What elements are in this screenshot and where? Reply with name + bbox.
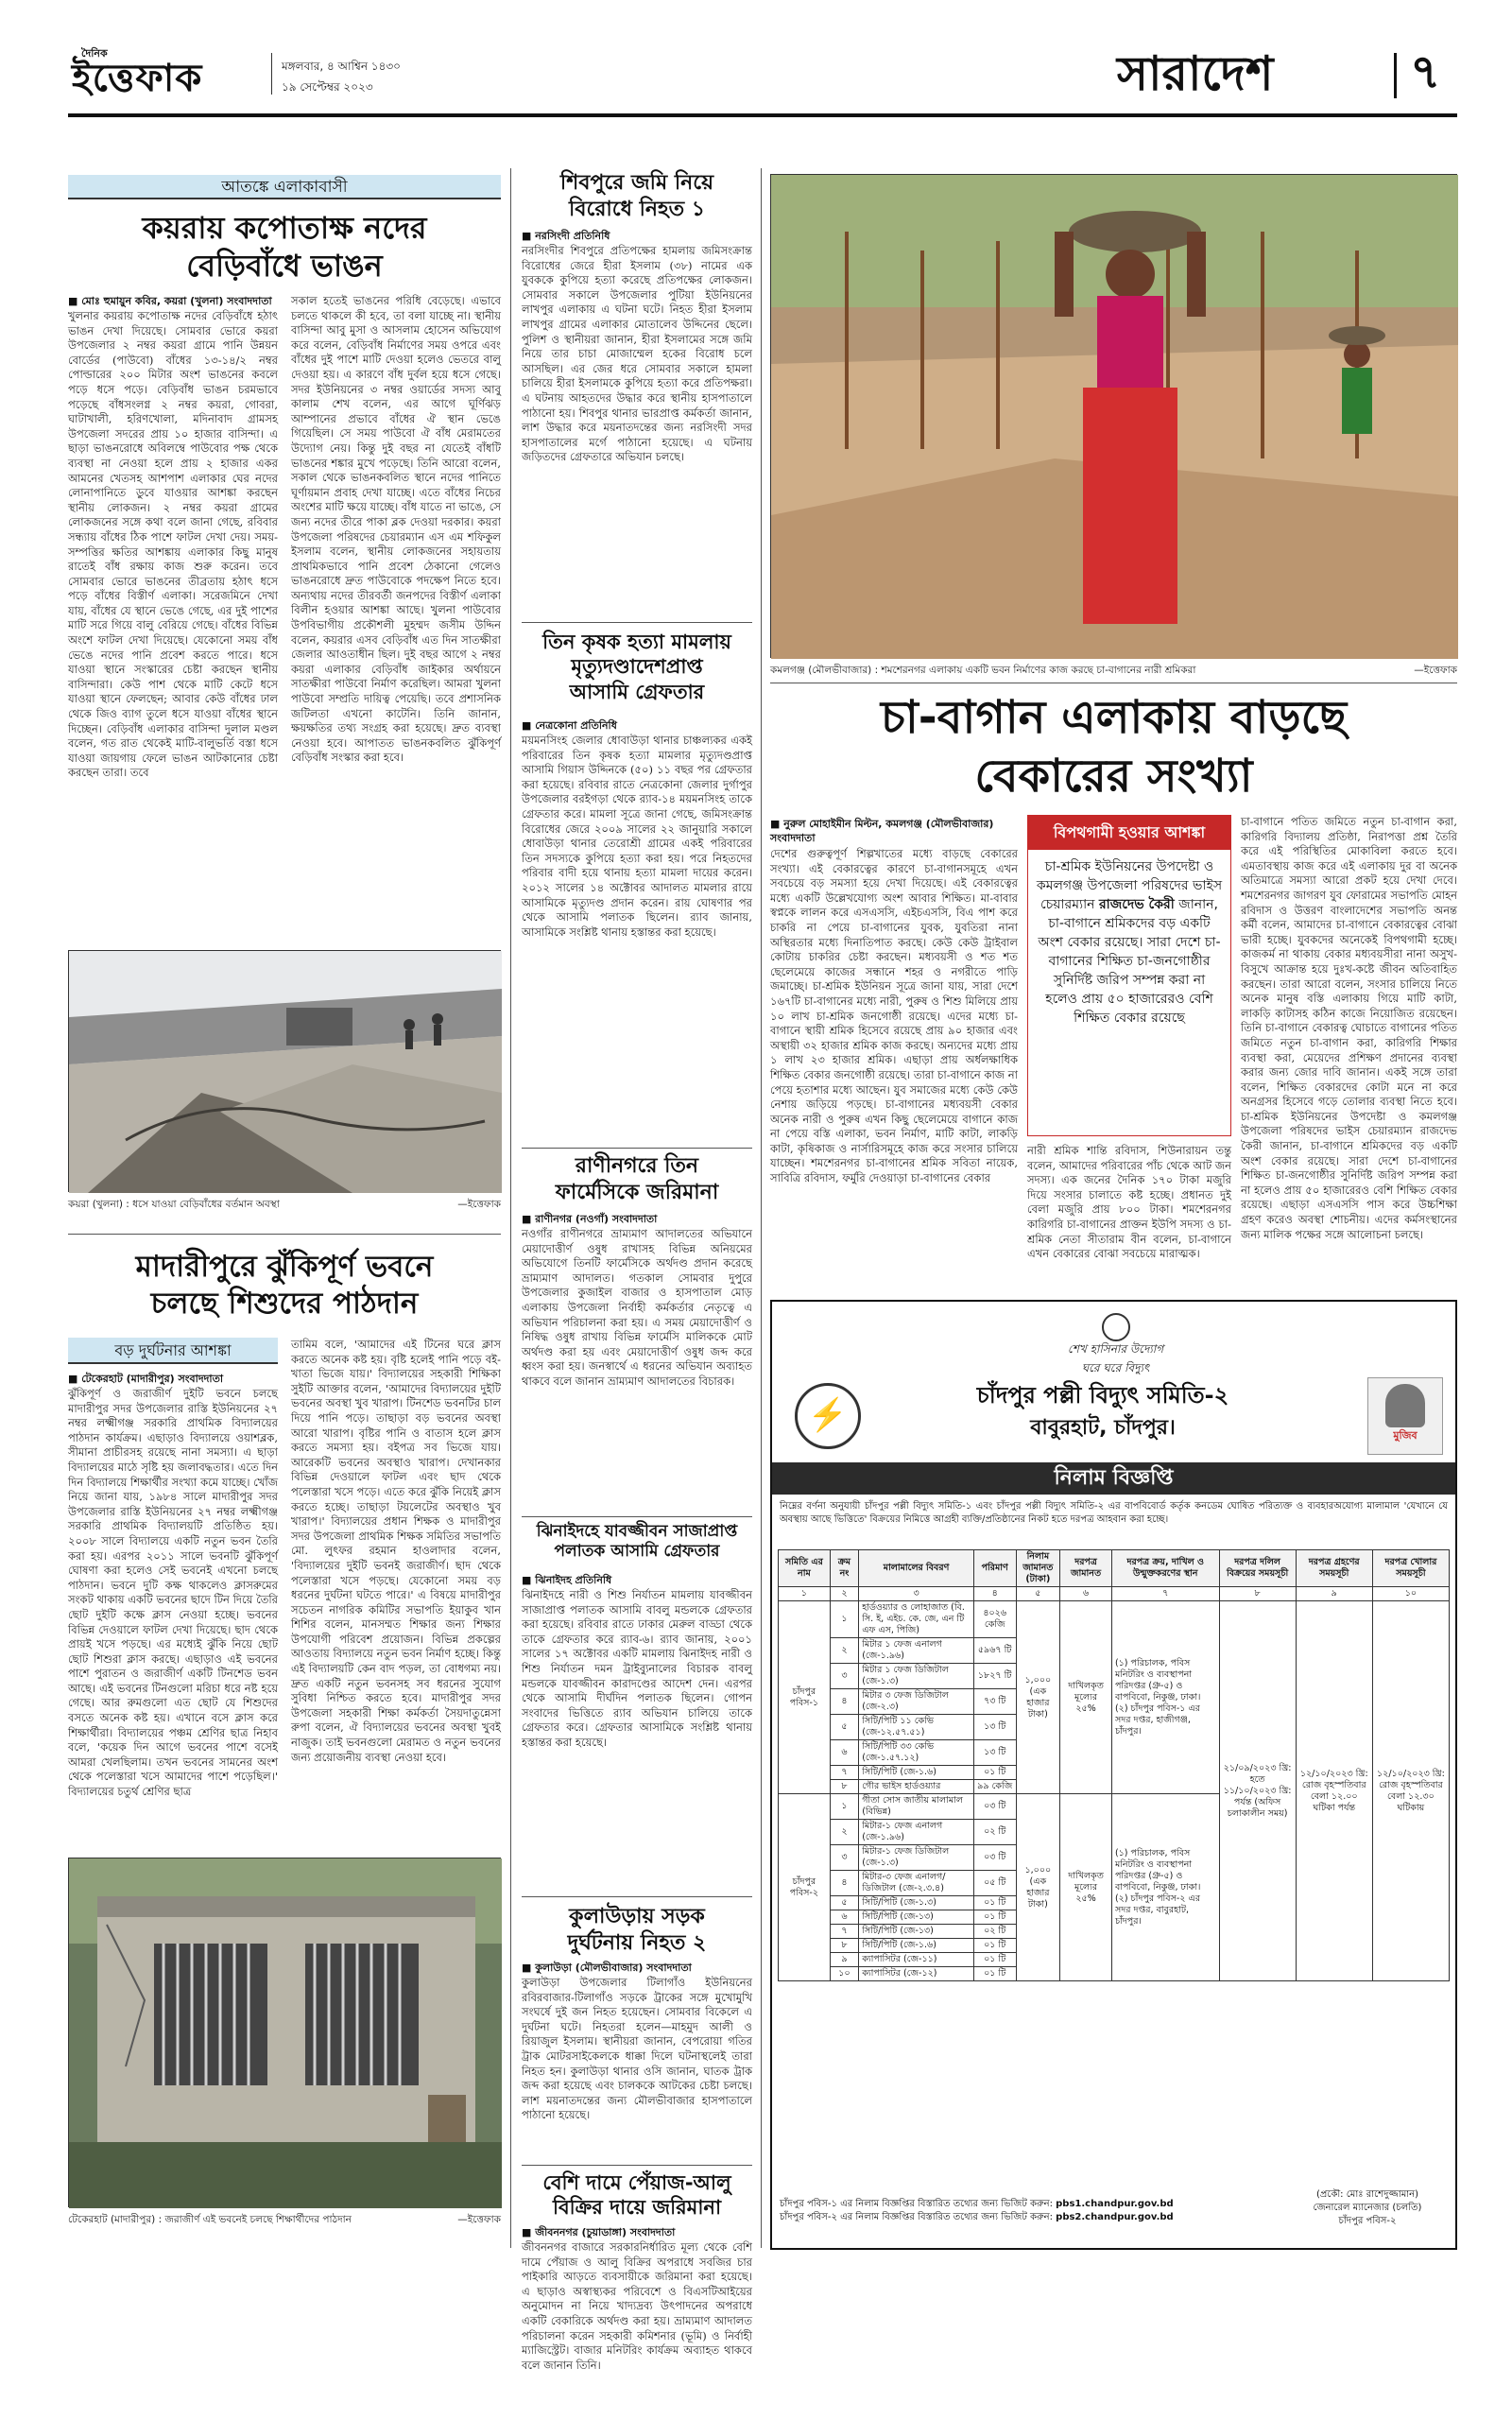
photo-credit: —ইত্তেফাক <box>457 1199 501 1210</box>
cell-description: মিটার-১ ফেজ ডিজিটাল (জে-১.৩) <box>859 1845 974 1871</box>
body-col3: চা-বাগানে পতিত জমিতে নতুন চা-বাগান করা, কারিগরি বিদ্যালয় প্রতিষ্ঠা, নিরাপত্তা প্রশ্ন তৈরি করে এই পরিস্থিতির মোকাবিলা করতে হবে। এমতাবস্থায় কাজ করে এই এলাকায় দুর বা অনেক অতিমাত্রে সমস্যা আরো প্রকট হয়ে দেখা দেবে। শমশেরনগর জাগরণ যুব ফোরামের সভাপতি মোহন রবিদাস ও উত্তরণ বাংলাদেশের সভাপতি অনন্ত কর্মী বলেন, আমাদের চা-বাগানে বেকারত্বের বোঝা ভারী হচ্ছে। যুবকদের অনেকেই বিপথগামী হচ্ছে। কাজকর্ম না থাকায় বেকার মধ্যবয়সীরা নানা অসুখ-বিসুখে আক্রান্ত হয়ে দুঃখ-কষ্টে জীবন অতিবাহিত করছেন। তারা আরো বলেন, সংসার চালিয়ে নিতে অনেক মানুষ বস্তি এলাকায় গিয়ে মাটি কাটা, লাকড়ি কাটাসহ কঠিন কাজে নিয়োজিত রয়েছেন। তিনি চা-বাগানে বেকারত্ব ঘোচাতে বাগানের পতিত জমিতে নতুন চা-বাগান করা, কারিগরি শিক্ষার ব্যবস্থা করা, মেয়েদের প্রশিক্ষণ প্রদানের ব্যবস্থা করার জন্য জোর দাবি জানান। একই সঙ্গে তারা বলেন, শিক্ষিত বেকারদের কোটা মনে না করে অনগ্রসর হিসেবে গড়ে তোলার ব্যবস্থা নিতে হবে। চা-শ্রমিক ইউনিয়নের উপদেষ্টা ও কমলগঞ্জ উপজেলা পরিষদের ভাইস চেয়ারম্যান রাজদেভ কৈরী জানান, চা-বাগানে শ্রমিকদের বড় একটি অংশ বেকার রয়েছে। সারা দেশে চা-বাগানের শিক্ষিত চা-জনগোষ্ঠীর সুনির্দিষ্ট জরিপ সম্পন্ন করা না হলেও প্রায় ৫০ হাজারেরও বেশি শিক্ষিত বেকার রয়েছে। এছাড়া এসএসসি পাস করে উচ্চশিক্ষা গ্রহণ করেও অবস্থা শোচনীয়। এদের কর্মসংস্থানের জন্য মালিক পক্ষের সঙ্গে আলোচনা চলছে। <box>1241 815 1457 1241</box>
headline-line1: কুলাউড়ায় সড়ক <box>569 1905 705 1928</box>
byline: ■ নুরুল মোহাইমীন মিল্টন, কমলগঞ্জ (মৌলভীবাজার) সংবাদদাতা <box>770 818 994 844</box>
headline-line2: চলছে শিশুদের পাঠদান <box>150 1286 419 1321</box>
farmer-murder-byline: ■ নেত্রকোনা প্রতিনিধি <box>522 719 617 732</box>
section-divider <box>1394 53 1397 98</box>
col-number: ৮ <box>1219 1587 1296 1601</box>
pull-quote-body <box>1028 850 1230 1035</box>
shibpur-byline: ■ নরসিংদী প্রতিনিধি <box>522 230 610 242</box>
cell-description: মিটার ১ ফেজ ডিজিটাল (জে-১.৩) <box>859 1664 974 1689</box>
cell-description: গৌর ভাইস হার্ডওয়্যার <box>859 1780 974 1794</box>
raninagar-byline: ■ রাণীনগর (নওগাঁ) সংবাদদাতা <box>522 1213 658 1225</box>
bulb-icon <box>1102 1313 1130 1341</box>
headline-line1: কয়রায় কপোতাক্ষ নদের <box>142 210 427 246</box>
signer-name: (প্রকৌ: মোঃ রাশেদুজ্জামান) <box>1315 2189 1419 2200</box>
cell-serial: ৩ <box>830 1664 858 1689</box>
cell-description: মিটার-১ ফেজ এনালগ (জে-১.৯৬) <box>859 1820 974 1845</box>
raninagar-body: নওগাঁর রাণীনগরে ভ্রাম্যমাণ আদালতের অভিযানে মেয়াদোত্তীর্ণ ওষুধ রাখাসহ বিভিন্ন অনিয়মের অভিযোগে তিনটি ফার্মেসিকে অর্থদণ্ড প্রদান করেছে ভ্রাম্যমাণ আদালত। গতকাল সোমবার দুপুরে উপজেলার কুজাইল বাজার ও হাসপাতাল মোড় এলাকায় উপজেলা নির্বাহী কর্মকর্তার নেতৃত্বে এ অভিযান পরিচালনা করা হয়। এ সময় মেয়াদোত্তীর্ণ ও নিষিদ্ধ ওষুধ রাখায় বিভিন্ন ফার্মেসি মালিককে মোট অর্থদণ্ড করা হয় এবং মেয়াদোত্তীর্ণ ওষুধ জব্দ করে ধ্বংস করা হয়। জনস্বার্থে এ ধরনের অভিযান অব্যাহত থাকবে বলে জানান ভ্রাম্যমাণ আদালতের বিচারক। <box>522 1227 752 1388</box>
table-header-row <box>779 1550 1450 1587</box>
cell-quantity: ০৫ টি <box>973 1871 1016 1896</box>
headline <box>770 688 1457 805</box>
cell-quantity: ০১ টি <box>973 1967 1016 1981</box>
cell-quantity: ৯৯ কেজি <box>973 1780 1016 1794</box>
cell-serial: ৫ <box>830 1896 858 1910</box>
cell-open-time: ১২/১০/২০২৩ খ্রি: রোজ বৃহস্পতিবার বেলা ১২.৩০ ঘটিকায় <box>1372 1601 1449 1981</box>
cell-quantity: ০১ টি <box>973 1953 1016 1967</box>
story-koyra <box>68 175 501 1224</box>
body-col1: খুলনার কয়রায় কপোতাক্ষ নদের বেড়িবাঁধে হঠাৎ ভাঙন দেখা দিয়েছে। সোমবার ভোরে কয়রা উপজেলার ২ নম্বর কয়রা গ্রামে পানি উন্নয়ন বোর্ডের (পাউবো) বাঁধের ১৩-১৪/২ নম্বর পোল্ডারের ২০০ মিটার অংশ ভাঙনের কবলে পড়ে ধসে পড়ে। বেড়িবাঁধ ভাঙন চরমভাবে পড়েছে বাঁধসংলগ্ন ২ নম্বর কয়রা, গোবরা, ঘাটাখালী, হরিণখোলা, মদিনাবাদ গ্রামসহ উপজেলা সদরের প্রায় ১০ হাজার বাসিন্দা। এ ছাড়া ভাঙনরোধে অবিলম্বে পাউবোর পক্ষ থেকে ব্যবস্থা না নেওয়া হলে প্রায় ২ হাজার একর আমনের খেতসহ আশপাশ এলাকার ঘের নদের লোনাপানিতে ডুবে যাওয়ার আশঙ্কা করছেন স্থানীয় লোকজন। ২ নম্বর কয়রা গ্রামের লোকজনের সঙ্গে কথা বলে জানা গেছে, রবিবার সন্ধ্যায় বাঁধের ঠিক পাশে ফাটল দেখা দেয়। সময়-সম্পত্তির ক্ষতির আশঙ্কায় এলাকার কিছু মানুষ রাতেই বাঁধ রক্ষায় কাজ শুরু করেন। তবে সোমবার ভোরে ভাঙনের তীব্রতায় হঠাৎ ধসে পড়ে বাঁধের বিস্তীর্ণ এলাকা। সরেজমিনে দেখা যায়, বাঁধের যে স্থানে ভেঙে গেছে, এর দুই পাশের মাটি সরে গিয়ে বালু বেরিয়ে গেছে। বাঁধের বিভিন্ন অংশে ফাটল দেখা দিয়েছে। যেকোনো সময় বাঁধ ভেঙে নদের পানি প্রবেশ করতে পারে। ধসে যাওয়া স্থানে সংস্কারের চেষ্টা করছেন স্থানীয় বাসিন্দারা। কেউ পাশ থেকে মাটি কেটে ধসে যাওয়া স্থানে ফেলছেন; আবার কেউ বাঁধের ঢাল থেকে জিও ব্যাগ তুলে ধসে যাওয়া বাঁধের স্থানে দিচ্ছেন। বেড়িবাঁধ এলাকার বাসিন্দা দুলাল মণ্ডল বলেন, গত রাত থেকেই মাটি-বালুভর্তি বস্তা ধসে যাওয়া জায়গায় ফেলে ভাঙন আটকানোর চেষ্টা করছেন তারা। তবে <box>68 309 278 780</box>
photo-tea-workers <box>770 174 1457 658</box>
cell-sale-time: ২১/০৯/২০২৩ খ্রি: হতে ১১/১০/২০২৩ খ্রি: পর্যন্ত (অফিস চলাকালীন সময়) <box>1219 1601 1296 1981</box>
issue-date-en: ১৯ সেপ্টেম্বর ২০২৩ <box>282 80 373 94</box>
headline-line2: ফার্মেসিকে জরিমানা <box>555 1180 719 1204</box>
headline-line2: মৃত্যুদণ্ডাদেশপ্রাপ্ত <box>571 655 703 679</box>
cell-receive-time: ১২/১০/২০২৩ খ্রি: রোজ বৃহস্পতিবার বেলা ১২.০০ ঘটিকা পর্যন্ত <box>1296 1601 1372 1981</box>
story-madaripur <box>68 1243 501 2250</box>
story-rule <box>522 1896 752 1897</box>
cell-quantity: ৪০২৬ কেজি <box>973 1601 1016 1638</box>
mujib-logo <box>1367 1377 1443 1455</box>
pull-quote-text2: জানান, চা-বাগানে শ্রমিকদের বড় একটি অংশ বেকার রয়েছে। সারা দেশে চা-বাগানের শিক্ষিত চা-জনগোষ্ঠীর সুনির্দিষ্ট জরিপ সম্পন্ন করা না হলেও প্রায় ৫০ হাজারেরও বেশি শিক্ষিত বেকার রয়েছে <box>1038 897 1221 1026</box>
col-number: ৬ <box>1060 1587 1112 1601</box>
cell-description: সিটি/পিটি (জে-১.৬) <box>859 1766 974 1780</box>
cell-tender-deposit: দাখিলকৃত মূল্যের ২৫% <box>1060 1794 1112 1981</box>
cell-quantity: ০১ টি <box>973 1910 1016 1925</box>
kicker-text: বড় দুর্ঘটনার আশঙ্কা <box>114 1341 232 1359</box>
onion-price-body: জীবননগর বাজারে সরকারনির্ধারিত মূল্য থেকে বেশি দামে পেঁয়াজ ও আলু বিক্রির অপরাধে সবজির চার পাইকারি আড়তে ব্যবসায়ীকে জরিমানা করা হয়েছে। এ ছাড়াও অস্বাস্থ্যকর পরিবেশে ও বিএসটিআইয়ের অনুমোদন না নিয়ে খাদ্যদ্রব্য উৎপাদনের অপরাধে একটি বেকারিকে অর্থদণ্ড করা হয়। ভ্রাম্যমাণ আদালত পরিচালনা করেন সহকারী কমিশনার (ভূমি) ও নির্বাহী ম্যাজিস্ট্রেট। বাজার মনিটরিং কার্যক্রম অব্যাহত থাকবে বলে জানান তিনি। <box>522 2240 752 2372</box>
shibpur-body: নরসিংদীর শিবপুরে প্রতিপক্ষের হামলায় জমিসংক্রান্ত বিরোধের জেরে হীরা ইসলাম (৩৮) নামের এক যুবককে কুপিয়ে হত্যা করেছে প্রতিপক্ষের লোকজন। সোমবার সকালে উপজেলার পুটিয়া ইউনিয়নের লাখপুর এলাকায় এ ঘটনা ঘটে। নিহত হীরা ইসলাম লাখপুর গ্রামের এলাকার মোতালেব উদ্দিনের ছেলে। পুলিশ ও স্থানীয়রা জানান, হীরা ইসলামের সঙ্গে জমি নিয়ে তার চাচা মোজাম্মেল হকের বিরোধ চলে আসছিল। এর জের ধরে সোমবার সকালে হামলা চালিয়ে হীরা ইসলামকে কুপিয়ে হত্যা করে প্রতিপক্ষরা। এ ঘটনায় আহতদের উদ্ধার করে স্থানীয় হাসপাতালে পাঠানো হয়। শিবপুর থানার ভারপ্রাপ্ত কর্মকর্তা জানান, লাশ উদ্ধার করে ময়নাতদন্তের জন্য নরসিংদী সদর হাসপাতালের মর্গে পাঠানো হয়েছে। এ ঘটনায় জড়িতদের গ্রেফতারে অভিযান চলছে। <box>522 244 752 464</box>
cell-description: ক্যাপাসিটর (জে-১১) <box>859 1953 974 1967</box>
cell-description: সিটি/পিটি (জে-১.৬) <box>859 1939 974 1953</box>
story-rule <box>522 1516 752 1517</box>
caption-text: কয়রা (খুলনা) : ধসে যাওয়া বেড়িবাঁধের বর্তমান অবস্থা <box>68 1199 280 1210</box>
cell-serial: ৩ <box>830 1845 858 1871</box>
cell-serial: ২ <box>830 1820 858 1845</box>
cell-serial: ৯ <box>830 1953 858 1967</box>
kulaura-body: কুলাউড়া উপজেলার টিলাগাঁও ইউনিয়নের রবিরবাজার-টিলাগাঁও সড়কে ট্রাকের সঙ্গে মুখোমুখি সংঘর্ষে দুই জন নিহত হয়েছেন। সোমবার বিকেলে এ দুর্ঘটনা ঘটে। নিহতরা হলেন—মাহমুদ আলী ও রিয়াজুল ইসলাম। স্থানীয়রা জানান, বেপরোয়া গতির ট্রাক মোটরসাইকেলকে ধাক্কা দিলে ঘটনাস্থলেই তারা নিহত হন। কুলাউড়া থানার ওসি জানান, ঘাতক ট্রাক জব্দ করা হয়েছে এবং চালককে আটকের চেষ্টা চলছে। লাশ ময়নাতদন্তের জন্য মৌলভীবাজার হাসপাতালে পাঠানো হয়েছে। <box>522 1976 752 2122</box>
cell-serial: ২ <box>830 1638 858 1664</box>
cell-description: সিটি/পিটি ১১ কেভি (জে-১২.৫৭.৫১) <box>859 1715 974 1740</box>
headline-line1: ঝিনাইদহে যাবজ্জীবন সাজাপ্রাপ্ত <box>536 1522 738 1541</box>
cell-description: সিটি/পিটি ৩৩ কেভি (জে-১.৫৭.১২) <box>859 1740 974 1766</box>
headline-line1: রাণীনগরে তিন <box>575 1154 699 1178</box>
ad-org-name: চাঁদপুর পল্লী বিদ্যুৎ সমিতি-২ <box>976 1382 1229 1409</box>
cell-serial: ৫ <box>830 1715 858 1740</box>
reb-logo <box>795 1383 861 1449</box>
ad-org-place: বাবুরহাট, চাঁদপুর। <box>1030 1416 1176 1440</box>
kulaura-headline <box>522 1904 752 1956</box>
auction-table-wrap <box>778 1549 1450 1981</box>
ad-slogan <box>772 1313 1459 1379</box>
cell-serial: ১০ <box>830 1967 858 1981</box>
col-header: মালামালের বিবরণ <box>859 1550 974 1587</box>
masthead <box>68 40 1457 134</box>
middle-column <box>522 170 752 2372</box>
raninagar-headline <box>522 1153 752 1205</box>
pull-quote-text1: চা-শ্রমিক ইউনিয়নের উপদেষ্টা ও কমলগঞ্জ উপজেলা পরিষদের ভাইস চেয়ারম্যান <box>1036 859 1223 912</box>
body-col1: ঝুঁকিপূর্ণ ও জরাজীর্ণ দুইটি ভবনে চলছে মাদারীপুর সদর উপজেলার রাস্তি ইউনিয়নের ২৭ নম্বর লক্ষ্মীগঞ্জ সরকারি প্রাথমিক বিদ্যালয়ের পাঠদান কার্যক্রম। এছাড়াও বিদ্যালয়ে ওয়াশব্লক, সীমানা প্রাচীরসহ রয়েছে নানা সমস্যা। এ ছাড়া বিদ্যালয়ের মাঠে সৃষ্টি হয় জলাবদ্ধতার। এতে দিন দিন বিদ্যালয়ে শিক্ষার্থীর সংখ্যা কমে যাচ্ছে। খোঁজ নিয়ে জানা যায়, ১৯৮৪ সালে মাদারীপুর সদর উপজেলার রাস্তি ইউনিয়নের ২৭ নম্বর লক্ষ্মীগঞ্জ সরকারি প্রাথমিক বিদ্যালয়টি প্রতিষ্ঠিত হয়। ২০০৮ সালে বিদ্যালয়ে একটি নতুন ভবন তৈরি করা হয়। এরপর ২০১১ সালে ভবনটি ঝুঁকিপূর্ণ ঘোষণা করা হলেও সেই ভবনেই এখনো চলছে পাঠদান। ভবনে দুটি কক্ষ থাকলেও ক্লাসরুমের সংকট থাকায় একটি ভবনের ছাদে টিন দিয়ে তৈরি ছোট দুইটি কক্ষে ক্লাস নেওয়া হচ্ছে। ভবনের বিভিন্ন দেওয়ালে ফাটল দেখা দিয়েছে। ছাদ থেকে প্রায়ই খসে পড়ছে। এর মধ্যেই ঝুঁকি নিয়ে ছোট ছোট শিশুরা ক্লাস করছে। এছাড়াও এই ভবনের পাশে পুরাতন ও জরাজীর্ণ একটি টিনশেড ভবন আছে। এই ভবনের টিনগুলো মরিচা ধরে নষ্ট হয়ে গেছে। আর রুমগুলো এত ছোট যে শিশুদের বসতে অনেক কষ্ট হয়। এখানে বসে ক্লাস করে শিক্ষার্থীরা। বিদ্যালয়ের পঞ্চম শ্রেণির ছাত্র নিহাব বলে, 'কয়েক দিন আগে ভবনের পাশে বসেই আমরা খেলছিলাম। তখন ভবনের সামনের অংশ থেকে পলেস্তারা খসে আমাদের পাশে পড়েছিল।' বিদ্যালয়ের চতুর্থ শ্রেণির ছাত্র <box>68 1387 278 1799</box>
pull-quote-name: রাজদেভ কৈরী <box>1098 897 1175 912</box>
col-header: দরপত্র দলিল বিক্রয়ের সময়সূচী <box>1219 1550 1296 1587</box>
notice-title-bar <box>772 1462 1455 1495</box>
jhenaidah-headline <box>522 1522 752 1563</box>
cell-description: মিটার ১ ফেজ এনালগ (জে-১.৯৬) <box>859 1638 974 1664</box>
cell-quantity: ১৮২৭ টি <box>973 1664 1016 1689</box>
col-number: ৭ <box>1111 1587 1219 1601</box>
cell-description: সিটি/পিটি (জে-১৩) <box>859 1910 974 1925</box>
jhenaidah-body: ঝিনাইদহে নারী ও শিশু নির্যাতন মামলায় যাবজ্জীবন সাজাপ্রাপ্ত পলাতক আসামি বাবলু মন্ডলকে গ্রেফতার করা হয়েছে। রবিবার রাতে ঢাকার মেরুল বাড্ডা থেকে তাকে গ্রেফতার করে র‌্যাব-৬। র‌্যাব জানায়, ২০০১ সালের ১৭ অক্টোবর একটি মামলায় ঝিনাইদহ নারী ও শিশু নির্যাতন দমন ট্রাইব্যুনালের বিচারক বাবলু মন্ডলকে যাবজ্জীবন কারাদণ্ডের আদেশ দেন। এরপর থেকে আসামি দীর্ঘদিন পলাতক ছিলেন। গোপন সংবাদের ভিত্তিতে র‌্যাব অভিযান চালিয়ে তাকে গ্রেফতার করে। গ্রেফতার আসামিকে সংশ্লিষ্ট থানায় হস্তান্তর করা হয়েছে। <box>522 1588 752 1749</box>
cell-serial: ৭ <box>830 1925 858 1939</box>
body-col2: সকাল হতেই ভাঙনের পরিধি বেড়েছে। এভাবে চলতে থাকলে কী হবে, তা বলা যাচ্ছে না। স্থানীয় বাসিন্দা আবু মুসা ও আসলাম হোসেন অভিযোগ করে বলেন, বেড়িবাঁধ নির্মাণের সময় ওপরে এবং বাঁধের দুই পাশে মাটি দেওয়া হলেও ভেতরে বালু দেওয়া হয়। এ কারণে বাঁধ দুর্বল হয়ে ধসে গেছে। সদর ইউনিয়নের ৩ নম্বর ওয়ার্ডের সদস্য আবু কালাম শেখ বলেন, এর আগে ঘূর্ণিঝড় আম্পানের প্রভাবে বাঁধের ঐ স্থান ভেঙে গিয়েছিল। সে সময় পাউবো ঐ বাঁধ মেরামতের উদ্যোগ নেয়। কিন্তু দুই বছর না যেতেই বাঁধটি ভাঙনের শঙ্কার মুখে পড়েছে। তিনি আরো বলেন, সকাল থেকে ভাঙনকবলিত স্থানে নদের পানিতে ঘূর্ণায়মান প্রবাহ দেখা যাচ্ছে। এতে বাঁধের নিচের অংশের মাটি ক্ষয়ে যাচ্ছে। বাঁধ যাতে না ভাঙে, সে জন্য নদের তীরে পাকা ব্লক দেওয়া দরকার। কয়রা উপজেলা পরিষদের চেয়ারম্যান এস এম শফিকুল ইসলাম বলেন, স্থানীয় লোকজনের সহায়তায় প্রাথমিকভাবে পানি প্রবেশ ঠেকানো গেলেও ভাঙনরোধে দ্রুত পাউবোকে পদক্ষেপ নিতে হবে। অন্যথায় নদের তীরবর্তী জনপদের বিস্তীর্ণ এলাকা বিলীন হওয়ার আশঙ্কা আছে। খুলনা পাউবোর উপবিভাগীয় প্রকৌশলী মুহম্মদ জসীম উদ্দিন বলেন, কয়রার এসব বেড়িবাঁধ এত দিন সাতক্ষীরা জেলার আওতাধীন ছিল। দুই বছর আগে ২ নম্বর কয়রা এলাকার বেড়িবাঁধ জাইকার অর্থায়নে সাতক্ষীরা পাউবো নির্মাণ করেছিল। আমরা খুলনা পাউবো সম্প্রতি দায়িত্ব পেয়েছি। তবে প্রশাসনিক জটিলতা এখনো কাটেনি। তিনি জানান, ক্ষয়ক্ষতির তথ্য সংগ্রহ করা হয়েছে। দ্রুত ব্যবস্থা নেওয়া হবে। আপাতত ভাঙনকবলিত ঝুঁকিপূর্ণ বেড়িবাঁধ সংস্কার করা হবে। <box>291 294 501 765</box>
footer1-label: চাঁদপুর পবিস-১ এর নিলাম বিজ্ঞপ্তির বিস্তারিত তথ্যের জন্য ভিজিট করুন: <box>780 2199 1053 2209</box>
signer-org: চাঁদপুর পবিস-২ <box>1338 2216 1397 2226</box>
cell-description: গীতা সোস জাতীয় মালামাল (বিভিন্ন) <box>859 1794 974 1820</box>
cell-serial: ৬ <box>830 1740 858 1766</box>
headline <box>68 209 501 285</box>
shibpur-headline <box>522 170 752 222</box>
footer1-url[interactable]: pbs1.chandpur.gov.bd <box>1056 2199 1174 2209</box>
col-header: দরপত্র খোলার সময়সূচী <box>1372 1550 1449 1587</box>
paper-logo-small: দৈনিক <box>81 47 108 60</box>
cell-quantity: ০২ টি <box>973 1820 1016 1845</box>
notice-intro: নিম্নের বর্ণনা অনুযায়ী চাঁদপুর পল্লী বিদ্যুৎ সমিতি-১ এবং চাঁদপুর পল্লী বিদ্যুৎ সমিতি-২ এর বাপবিবোর্ড কর্তৃক কনডেম ঘোষিত পরিত্যক্ত ও ব্যবহারঅযোগ্য মালামাল 'যেখানে যে অবস্থায় আছে ভিত্তিতে' বিক্রয়ের নিমিত্তে আগ্রহী ব্যক্তি/প্রতিষ্ঠানের নিকট হতে দরপত্র আহবান করা হচ্ছে। <box>780 1501 1448 1525</box>
slogan-top: শেখ হাসিনার উদ্যোগ <box>1067 1342 1164 1356</box>
table-colnum-row <box>779 1587 1450 1601</box>
photo-caption <box>68 1198 501 1211</box>
body-col1: দেশের গুরুত্বপূর্ণ শিল্পখাতের মধ্যে বাড়ছে বেকারের সংখ্যা। এই বেকারত্বের কারণে চা-বাগানসমূহে এখন সবচেয়ে বড় সমস্যা হয়ে দেখা দিয়েছে। এই বেকারত্বের মধ্যে একটি উল্লেখযোগ্য অংশ আবার শিক্ষিত। মা-বাবার স্বপ্নকে লালন করে এসএসসি, এইচএসসি, বিএ পাশ করে চাকরি না পেয়ে চা-বাগানের যুবক, যুবতিরা নানা অস্থিরতার মধ্যে দিনাতিপাত করছে। কেউ কেউ ট্রাইবাল কোটায় চাকরির চেষ্টা করছেন। মধ্যবয়সী ও শত শত ছেলেমেয়ে কাজের সন্ধানে শহর ও নগরীতে পাড়ি জমাচ্ছে। চা-শ্রমিক ইউনিয়ন সূত্রে জানা যায়, সারা দেশে ১৬৭টি চা-বাগানের মধ্যে নারী, পুরুষ ও শিশু মিলিয়ে প্রায় ১০ লাখ চা-শ্রমিক জনগোষ্ঠী রয়েছে। এদের মধ্যে চা-বাগানে স্থায়ী শ্রমিক হিসেবে রয়েছে প্রায় ৯০ হাজার এবং অস্থায়ী ৩২ হাজার শ্রমিক কাজ করছে। অন্যদের মধ্যে প্রায় ১ লাখ ২৩ হাজার শ্রমিক। এছাড়া প্রায় অর্ধলক্ষাধিক শিক্ষিত বেকার জনগোষ্ঠী রয়েছে। তারা চা-বাগানে কাজ না পেয়ে হতাশার মধ্যে আছেন। যুব সমাজের মধ্যে কেউ কেউ নেশায় জড়িয়ে পড়ছে। চা-বাগানের মধ্যবয়সী বেকার অনেক নারী ও পুরুষ এখন কিছু ছেলেমেয়ে বাগানে কাজ না পেয়ে বস্তি এলাকা, ভবন নির্মাণ, মাটি কাটা, লাকড়ি কাটা, কৃষিকাজ ও নার্সারিসমূহে কাজ করে সংসার চালিয়ে যাচ্ছেন। শমশেরনগর চা-বাগানের শ্রমিক সবিতা নায়েক, সাবিত্রি রবিদাস, ফর্মুরি দেওয়াড়া চা-বাগানের বেকার <box>770 847 1018 1185</box>
masthead-rule <box>68 113 1457 117</box>
story-rule <box>522 2165 752 2166</box>
cell-place: (১) পরিচালক, পবিস মনিটরিং ও ব্যবস্থাপনা পরিদপ্তর (গ্রু-৫) ও বাপবিবো, নিকুঞ্জ, ঢাকা। (২) চাঁদপুর পবিস-১ এর সদর দপ্তর, হাজীগঞ্জ, চাঁদপুর। <box>1111 1601 1219 1794</box>
cell-quantity: ০১ টি <box>973 1896 1016 1910</box>
col-number: ১০ <box>1372 1587 1449 1601</box>
headline-line1: বেশি দামে পেঁয়াজ-আলু <box>542 2171 731 2194</box>
cell-society: চাঁদপুর পবিস-২ <box>779 1794 831 1981</box>
headline-line2: বেকারের সংখ্যা <box>974 750 1253 803</box>
col-number: ৪ <box>973 1587 1016 1601</box>
issue-date-bn: মঙ্গলবার, ৪ আশ্বিন ১৪৩০ <box>282 60 401 73</box>
headline-line1: মাদারীপুরে ঝুঁকিপূর্ণ ভবনে <box>135 1250 434 1284</box>
headline-line2: বিরোধে নিহত ১ <box>568 197 706 221</box>
photo-credit: —ইত্তেফাক <box>1414 665 1457 676</box>
cell-description: মিটার ৩ ফেজ ডিজিটাল (জে-২.৩) <box>859 1689 974 1715</box>
photo-caption <box>770 664 1457 677</box>
cell-place: (১) পরিচালক, পবিস মনিটরিং ও ব্যবস্থাপনা পরিদপ্তর (গ্রু-৫) ও বাপবিবো, নিকুঞ্জ, ঢাকা। (২) চাঁদপুর পবিস-২ এর সদর দপ্তর, বাবুরহাট, চাঁদপুর। <box>1111 1794 1219 1981</box>
cell-quantity: ০১ টি <box>973 1766 1016 1780</box>
cell-quantity: ০৩ টি <box>973 1794 1016 1820</box>
section-title: সারাদেশ <box>1117 45 1274 101</box>
story-kicker <box>68 1338 278 1364</box>
headline-line2: বেড়িবাঁধে ভাঙন <box>186 248 383 284</box>
col-header: ক্রম নং <box>830 1550 858 1587</box>
headline-line3: আসামি গ্রেফতার <box>569 680 705 703</box>
cell-serial: ১ <box>830 1601 858 1638</box>
story-rule <box>522 1148 752 1149</box>
portrait-icon <box>1385 1384 1425 1427</box>
col-header: দরপত্র গ্রহণের সময়সূচী <box>1296 1550 1372 1587</box>
notice-title: নিলাম বিজ্ঞপ্তি <box>1054 1466 1174 1490</box>
footer2-label: চাঁদপুর পবিস-২ এর নিলাম বিজ্ঞপ্তির বিস্তারিত তথ্যের জন্য ভিজিট করুন: <box>780 2212 1053 2222</box>
tea-workers-illustration <box>771 175 1458 659</box>
byline: ■ টেকেরহাট (মাদারীপুর) সংবাদদাতা <box>68 1373 224 1385</box>
caption-text: টেকেরহাট (মাদারীপুর) : জরাজীর্ণ এই ভবনেই চলছে শিক্ষার্থীদের পাঠদান <box>68 2214 352 2225</box>
col-number: ২ <box>830 1587 858 1601</box>
headline-line2: পলাতক আসামি গ্রেফতার <box>554 1542 720 1562</box>
headline-line1: তিন কৃষক হত্যা মামলায় <box>542 631 731 653</box>
cell-description: ক্যাপাসিটর (জে-১২) <box>859 1967 974 1981</box>
col-number: ৯ <box>1296 1587 1372 1601</box>
cell-description: হার্ডওয়্যার ও লোহাজাত (বি. সি. ই, এইচ. কে. জে, এন টি এফ এস, পিজি) <box>859 1601 974 1638</box>
mujib-label: মুজিব <box>1393 1429 1418 1442</box>
onion-price-byline: ■ জীবননগর (চুয়াডাঙ্গা) সংবাদদাতা <box>522 2226 676 2238</box>
cell-deposit: ১,০০০ (এক হাজার টাকা) <box>1016 1601 1060 1794</box>
cell-quantity: ১৩ টি <box>973 1715 1016 1740</box>
col-number: ৩ <box>859 1587 974 1601</box>
farmer-murder-headline <box>522 630 752 704</box>
column-rule <box>761 168 762 2248</box>
auction-advertisement <box>770 1300 1457 2250</box>
col-header: দরপত্র ক্রয়, দাখিল ও উন্মুক্তকরণের স্থান <box>1111 1550 1219 1587</box>
pull-quote-title: বিপথগামী হওয়ার আশঙ্কা <box>1028 816 1230 850</box>
cell-society: চাঁদপুর পবিস-১ <box>779 1601 831 1794</box>
signer-title: জেনারেল ম্যানেজার (চলতি) <box>1313 2203 1422 2213</box>
cell-description: সিটি/পিটি (জে-১.৩) <box>859 1896 974 1910</box>
cell-quantity: ৫৯৬৭ টি <box>973 1638 1016 1664</box>
photo-credit: —ইত্তেফাক <box>457 2214 501 2225</box>
page-number: ৭ <box>1410 44 1441 99</box>
headline-line2: বিক্রির দায়ে জরিমানা <box>552 2196 722 2220</box>
cell-tender-deposit: দাখিলকৃত মূল্যের ২৫% <box>1060 1601 1112 1794</box>
headline-line2: দুর্ঘটনায় নিহত ২ <box>567 1930 707 1955</box>
auction-table <box>778 1549 1450 1981</box>
col-header: দরপত্র জামানত <box>1060 1550 1112 1587</box>
cell-serial: ১ <box>830 1794 858 1820</box>
onion-price-headline <box>522 2170 752 2221</box>
photo-school-building <box>68 1858 501 2207</box>
pull-quote-box <box>1027 815 1231 1136</box>
caption-text: কমলগঞ্জ (মৌলভীবাজার) : শমশেরনগর এলাকায় একটি ভবন নির্মাণের কাজ করছে চা-বাগানের নারী শ্রমিকরা <box>770 665 1196 676</box>
column-rule <box>510 168 511 2248</box>
col-header: পরিমাণ <box>973 1550 1016 1587</box>
story-rule <box>522 622 752 623</box>
cell-description: মিটার-৩ ফেজ এনালগ/ডিজিটাল (জে-২.৩.৪) <box>859 1871 974 1896</box>
cell-serial: ৮ <box>830 1780 858 1794</box>
auction-table-body <box>779 1601 1450 1981</box>
cell-quantity: ০১ টি <box>973 1939 1016 1953</box>
byline: ■ মোঃ হুমায়ুন কবির, কয়রা (খুলনা) সংবাদদাতা <box>68 295 272 307</box>
headline <box>68 1249 501 1322</box>
logo-divider <box>271 53 272 95</box>
cell-quantity: ০২ টি <box>973 1925 1016 1939</box>
story-tea-garden <box>770 688 1457 1274</box>
ad-signature <box>1282 2188 1452 2228</box>
col-header: নিলাম জামানত (টাকা) <box>1016 1550 1060 1587</box>
table-row <box>779 1601 1450 1638</box>
cell-quantity: ৭৩ টি <box>973 1689 1016 1715</box>
lightning-icon: ⚡ <box>807 1396 849 1434</box>
cell-quantity: ১৩ টি <box>973 1740 1016 1766</box>
jhenaidah-byline: ■ ঝিনাইদহ প্রতিনিধি <box>522 1574 612 1586</box>
kicker-text: আতঙ্কে এলাকাবাসী <box>221 178 348 197</box>
cell-description: সিটি/পিটি (জে-১৩) <box>859 1925 974 1939</box>
photo-caption <box>68 2213 501 2226</box>
kulaura-byline: ■ কুলাউড়া (মৌলভীবাজার) সংবাদদাতা <box>522 1962 692 1974</box>
photo-embankment <box>68 950 501 1192</box>
cell-serial: ৪ <box>830 1871 858 1896</box>
headline-line1: শিবপুরে জমি নিয়ে <box>559 171 714 195</box>
headline-line1: চা-বাগান এলাকায় বাড়ছে <box>880 691 1348 744</box>
embankment-illustration <box>69 951 502 1193</box>
col-number: ১ <box>779 1587 831 1601</box>
farmer-murder-body: ময়মনসিংহ জেলার ধোবাউড়া থানার চাঞ্চল্যকর একই পরিবারের তিন কৃষক হত্যা মামলার মৃত্যুদণ্ডপ্রাপ্ত আসামি গিয়াস উদ্দিনকে (৫০) ১১ বছর পর গ্রেফতার করা হয়েছে। রবিবার রাতে নেত্রকোনা জেলার দুর্গাপুর উপজেলার বরইগড়া থেকে র‌্যাব-১৪ ময়মনসিংহ তাকে গ্রেফতার করে। মামলা সূত্রে জানা গেছে, জমিসংক্রান্ত বিরোধের জেরে ২০০৯ সালের ২২ জানুয়ারি সকালে ধোবাউড়া থানার তেরোশ্রী গ্রামের একই পরিবারের তিন সদস্যকে কুপিয়ে হত্যা করা হয়। পরে নিহতদের পরিবার বাদী হয়ে থানায় হত্যা মামলা দায়ের করেন। ২০১২ সালের ১৪ অক্টোবর আদালত মামলার রায়ে আসামিকে মৃত্যুদণ্ড প্রদান করেন। রায় ঘোষণার পর থেকে আসামি পলাতক ছিলেন। র‌্যাব জানায়, আসামিকে সংশ্লিষ্ট থানায় হস্তান্তর করা হয়েছে। <box>522 734 752 939</box>
cell-deposit: ১,০০০ (এক হাজার টাকা) <box>1016 1794 1060 1981</box>
section-rule <box>68 1234 501 1235</box>
cell-serial: ৬ <box>830 1910 858 1925</box>
col-header: সমিতি এর নাম <box>779 1550 831 1587</box>
cell-serial: ৭ <box>830 1766 858 1780</box>
cell-serial: ৪ <box>830 1689 858 1715</box>
body-col2: নারী শ্রমিক শান্তি রবিদাস, শিউনারায়ন তন্তু বলেন, আমাদের পরিবারের পাঁচ থেকে আট জন সদস্য। এক জনের দৈনিক ১৭০ টাকা মজুরি দিয়ে সংসার চালাতে কষ্ট হচ্ছে। প্রধানত দুই বেলা মজুরি প্রায় ৮০০ টাকা। শমশেরনগর কারিগরি চা-বাগানের প্রাক্তন ইউপি সদস্য ও চা-শ্রমিক নেতা সীতারাম বীন বলেন, চা-বাগানে এখন বেকারের বোঝা সবচেয়ে মারাত্মক। <box>1027 1144 1231 1261</box>
paper-logo <box>68 45 266 104</box>
col-number: ৫ <box>1016 1587 1060 1601</box>
story-kicker <box>68 175 501 199</box>
footer2-url[interactable]: pbs2.chandpur.gov.bd <box>1056 2212 1174 2222</box>
paper-logo-name: ইত্তেফাক <box>72 57 203 100</box>
slogan-bottom: ঘরে ঘরে বিদ্যুৎ <box>1081 1361 1150 1374</box>
body-col2: তামিম বলে, 'আমাদের এই টিনের ঘরে ক্লাস করতে অনেক কষ্ট হয়। বৃষ্টি হলেই পানি পড়ে বই-খাতা ভিজে যায়।' বিদ্যালয়ের সহকারী শিক্ষিকা সুইটি আক্তার বলেন, 'আমাদের বিদ্যালয়ের দুইটি ভবনের অবস্থা খুব খারাপ। টিনশেড ভবনটির চাল দিয়ে পানি পড়ে। তাছাড়া বড় ভবনের অবস্থা আরো খারাপ। বৃষ্টির পানি ও বাতাস হলে ক্লাস করতে সমস্যা হয়। বইপত্র সব ভিজে যায়। আরেকটি ভবনের অবস্থাও খারাপ। দেখানকার বিভিন্ন দেওয়ালে ফাটল এবং ছাদ থেকে পলেস্তারা খসে পড়ে। এতে করে ঝুঁকি নিয়েই ক্লাস করতে হচ্ছে। তাছাড়া টয়লেটের অবস্থাও খুব খারাপ।' বিদ্যালয়ের প্রধান শিক্ষক ও মাদারীপুর সদর উপজেলা প্রাথমিক শিক্ষক সমিতির সভাপতি মো. লুৎফর রহমান হাওলাদার বলেন, 'বিদ্যালয়ের দুইটি ভবনই জরাজীর্ণ। ছাদ থেকে পলেস্তারা খসে পড়ছে। যেকোনো সময় বড় ধরনের দুর্ঘটনা ঘটতে পারে।' এ বিষয়ে মাদারীপুর সচেতন নাগরিক কমিটির সভাপতি ইয়াকুব খান শিশির বলেন, মানসম্মত শিক্ষার জন্য শিক্ষার উপযোগী পরিবেশ প্রয়োজন। বিভিন্ন প্রকল্পের আওতায় বিদ্যালয়ে নতুন ভবন নির্মাণ হচ্ছে। কিন্তু এই বিদ্যালয়টি কেন বাদ পড়ল, তা বোধগম্য নয়। দ্রুত একটি নতুন ভবনসহ সব ধরনের সুযোগ সুবিধা নিশ্চিত করতে হবে। মাদারীপুর সদর উপজেলা সহকারী শিক্ষা কর্মকর্তা সৈয়দাতুন্নেসা রুপা বলেন, ঐ বিদ্যালয়ের ভবনের অবস্থা খুবই নাজুক। তাই ভবনগুলো মেরামত ও নতুন ভবনের জন্য প্রয়োজনীয় ব্যবস্থা নেওয়া হবে। <box>291 1338 501 1764</box>
cell-serial: ৮ <box>830 1939 858 1953</box>
cell-quantity: ০৩ টি <box>973 1845 1016 1871</box>
school-building-illustration <box>69 1858 502 2208</box>
